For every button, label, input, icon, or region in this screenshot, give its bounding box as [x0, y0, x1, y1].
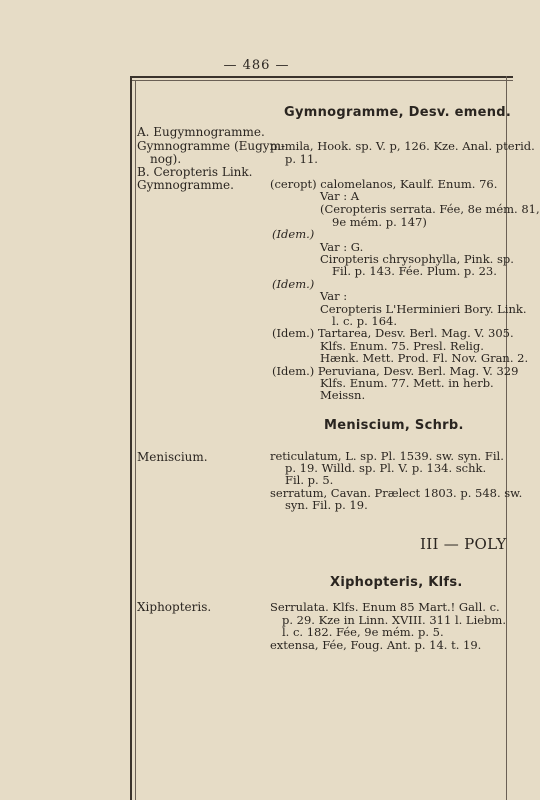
top-rule-inner — [130, 80, 513, 81]
left-label: nog). — [150, 152, 182, 166]
top-rule — [130, 76, 513, 78]
entry-line: p. 11. — [285, 152, 318, 166]
entry-line: Fil. p. 143. Fée. Plum. p. 23. — [332, 264, 497, 278]
entry-line: l. c. 182. Fée, 9e mém. p. 5. — [282, 625, 444, 639]
section-divider: III — POLY — [420, 535, 507, 553]
entry-line: (Ceropteris serrata. Fée, 8e mém. 81, — [320, 202, 540, 216]
entry-line: Ceropteris L'Herminieri Bory. Link. — [320, 302, 527, 316]
entry-line: Hænk. Mett. Prod. Fl. Nov. Gran. 2. — [320, 351, 529, 365]
left-label: Meniscium. — [137, 450, 208, 464]
entry-line: (ceropt) calomelanos, Kaulf. Enum. 76. — [270, 177, 498, 191]
left-rule-inner — [135, 80, 136, 800]
section-title-meniscium: Meniscium, Schrb. — [324, 418, 464, 433]
left-label: Xiphopteris. — [137, 600, 212, 614]
page-number: — 486 — — [223, 58, 290, 73]
left-label: Gymnogramme. — [137, 178, 234, 192]
entry-line: syn. Fil. p. 19. — [285, 498, 368, 512]
entry-line: 9e mém. p. 147) — [332, 215, 427, 229]
entry-line: Ciropteris chrysophylla, Pink. sp. — [320, 252, 514, 266]
left-rule — [130, 76, 132, 800]
section-title-xiphopteris: Xiphopteris, Klfs. — [330, 575, 463, 590]
entry-line: Meissn. — [320, 388, 366, 402]
entry-line: (Idem.) Tartarea, Desv. Berl. Mag. V. 305. — [272, 326, 514, 340]
entry-line: Var : A — [320, 189, 360, 203]
entry-line: Var : G. — [320, 240, 364, 254]
entry-line: (Idem.) Peruviana, Desv. Berl. Mag. V. 329 — [272, 364, 519, 378]
entry-line: Fil. p. 5. — [285, 473, 334, 487]
entry-line: Klfs. Enum. 77. Mett. in herb. — [320, 376, 494, 390]
entry-line: Serrulata. Klfs. Enum 85 Mart.! Gall. c. — [270, 600, 500, 614]
entry-line: serratum, Cavan. Prælect 1803. p. 548. sw. — [270, 486, 523, 500]
entry-line: p. 19. Willd. sp. Pl. V. p. 134. schk. — [285, 461, 487, 475]
entry-line: p. 29. Kze in Linn. XVIII. 311 l. Liebm. — [282, 613, 506, 627]
left-label: A. Eugymnogramme. — [137, 125, 265, 139]
left-label: B. Ceropteris Link. — [137, 165, 253, 179]
entry-line: extensa, Fée, Foug. Ant. p. 14. t. 19. — [270, 638, 482, 652]
entry-line: reticulatum, L. sp. Pl. 1539. sw. syn. Fil. — [270, 449, 504, 463]
entry-line: (Idem.) — [272, 277, 315, 291]
entry-line: Klfs. Enum. 75. Presl. Relig. — [320, 339, 484, 353]
entry-line: l. c. p. 164. — [332, 314, 398, 328]
entry-line: (Idem.) — [272, 227, 315, 241]
entry-line: Var : — [320, 289, 348, 303]
section-title-gymnogramme: Gymnogramme, Desv. emend. — [284, 105, 512, 120]
left-label: Gymnogramme (Eugym- — [137, 139, 286, 153]
right-rule — [506, 76, 507, 800]
entry-line: pumila, Hook. sp. V. p, 126. Kze. Anal. pterid. — [270, 139, 535, 153]
